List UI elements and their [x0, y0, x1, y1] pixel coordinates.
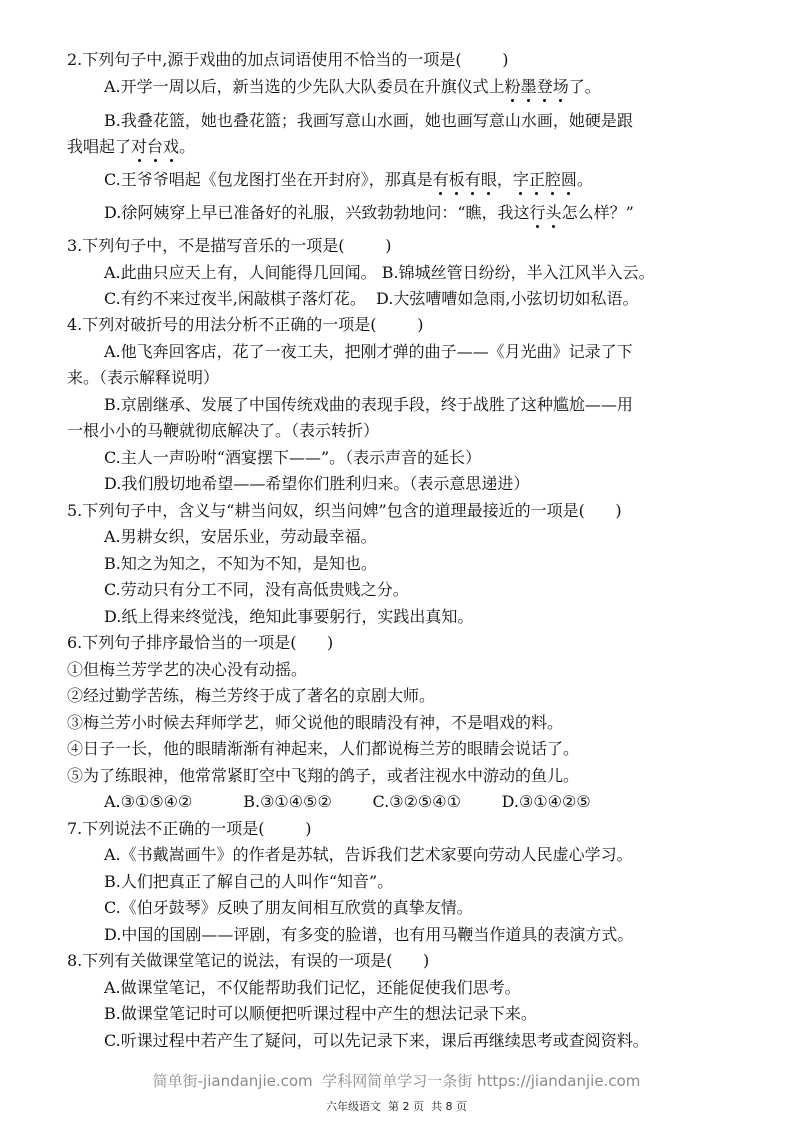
text-line	[104, 792, 591, 812]
text-line	[67, 236, 391, 256]
page-footer: 六年级语文 第 2 页 共 8 页	[326, 1100, 467, 1113]
dotted-character: 头	[545, 203, 562, 222]
text-line	[104, 263, 655, 283]
text-line	[104, 925, 633, 945]
text-segment: D.徐阿姨穿上早已准备好的礼服，兴致勃勃地问：“瞧，我这	[104, 203, 530, 222]
text-segment: A.男耕女织，安居乐业，劳动最幸福。	[104, 527, 377, 546]
text-line	[104, 448, 481, 468]
text-line	[104, 607, 473, 627]
text-line	[67, 315, 423, 335]
text-segment: ④日子一长，他的眼睛渐渐有神起来，人们都说梅兰芳的眼睛会说话了。	[67, 739, 580, 758]
text-line	[67, 713, 563, 733]
text-line	[67, 660, 307, 680]
dotted-character: 登	[536, 77, 553, 96]
text-segment: 3.下列句子中，不是描写音乐的一项是( )	[67, 236, 392, 255]
text-segment: 4.下列对破折号的用法分析不正确的一项是( )	[67, 315, 424, 334]
text-segment: B.知之为知之，不知为不知，是知也。	[104, 554, 377, 573]
text-segment: A.《书戴嵩画牛》的作者是苏轼，告诉我们艺术家要向劳动人民虚心学习。	[104, 845, 633, 864]
dotted-character: 戏	[163, 137, 180, 156]
text-segment: B.我叠花篮，她也叠花篮；我画写意山水画，她也画写意山水画，她硬是跟	[104, 111, 633, 130]
dotted-character: 字	[512, 170, 529, 189]
text-line	[67, 501, 622, 521]
text-segment: C.王爷爷唱起《包龙图打坐在开封府》，那真是	[104, 170, 433, 189]
dotted-character: 板	[448, 170, 465, 189]
text-segment: D.我们殷切地希望——希望你们胜利归来。（表示意思递进）	[104, 474, 530, 493]
text-segment: 7.下列说法不正确的一项是( )	[67, 819, 312, 838]
text-segment: B.人们把真正了解自己的人叫作“知音”。	[104, 872, 394, 891]
text-line	[67, 766, 579, 786]
watermark-text: 简单街-jiandanjie.com 学科网简单学习一条街 https://jiandanjie.com	[152, 1072, 641, 1090]
text-segment: 6.下列句子排序最恰当的一项是( )	[67, 633, 334, 652]
text-segment: ，	[496, 170, 513, 189]
dotted-character: 腔	[544, 170, 561, 189]
text-segment: C.主人一声吩咐“酒宴摆下——”。（表示声音的延长）	[104, 448, 482, 467]
text-segment: C.有约不来过夜半,闲敲棋子落灯花。 D.大弦嘈嘈如急雨,小弦切切如私语。	[104, 289, 639, 308]
text-line	[104, 1031, 649, 1051]
text-segment: 了。	[568, 77, 601, 96]
dotted-character: 粉	[504, 77, 521, 96]
text-line	[67, 137, 195, 157]
text-segment: 8.下列有关做课堂笔记的说法，有误的一项是( )	[67, 951, 430, 970]
text-line	[104, 872, 393, 892]
text-line	[104, 580, 409, 600]
text-segment: A.他飞奔回客店，花了一夜工夫，把刚才弹的曲子——《月光曲》记录了下	[104, 342, 633, 361]
dotted-character: 眼	[480, 170, 497, 189]
text-line	[104, 1004, 537, 1024]
dotted-character: 场	[552, 77, 569, 96]
text-line	[104, 77, 601, 97]
text-segment: A.③①⑤④② B.③①④⑤② C.③②⑤④① D.③①④②⑤	[104, 792, 591, 811]
text-line	[67, 421, 379, 441]
dotted-character: 台	[147, 137, 164, 156]
text-segment: 来。（表示解释说明）	[67, 368, 220, 387]
text-segment: 。	[179, 137, 196, 156]
text-segment: A.做课堂笔记，不仅能帮助我们记忆，还能促使我们思考。	[104, 978, 521, 997]
text-segment: 5.下列句子中，含义与“耕当问奴，织当问婢”包含的道理最接近的一项是( )	[67, 501, 622, 520]
text-segment: 一根小小的马鞭就彻底解决了。（表示转折）	[67, 421, 380, 440]
text-line	[67, 368, 219, 388]
text-line	[104, 845, 633, 865]
text-line	[104, 898, 473, 918]
text-line	[104, 342, 633, 362]
text-segment: 怎么样？”	[561, 203, 634, 222]
dotted-character: 有	[464, 170, 481, 189]
text-segment: 。	[576, 170, 593, 189]
text-segment: C.《伯牙鼓琴》反映了朋友间相互欣赏的真挚友情。	[104, 898, 473, 917]
text-line	[104, 203, 634, 223]
text-line	[67, 686, 435, 706]
text-segment: ①但梅兰芳学艺的决心没有动摇。	[67, 660, 308, 679]
dotted-character: 正	[528, 170, 545, 189]
dotted-character: 行	[529, 203, 546, 222]
text-line	[104, 554, 377, 574]
text-line	[104, 395, 633, 415]
text-line	[104, 170, 593, 190]
dotted-character: 对	[131, 137, 148, 156]
text-segment: B.京剧继承、发展了中国传统戏曲的表现手段，终于战胜了这种尴尬——用	[104, 395, 633, 414]
text-line	[104, 111, 633, 131]
text-line	[104, 289, 638, 309]
text-segment: C.听课过程中若产生了疑问，可以先记录下来，课后再继续思考或查阅资料。	[104, 1031, 649, 1050]
dotted-character: 有	[432, 170, 449, 189]
text-segment: A.开学一周以后，新当选的少先队大队委员在升旗仪式上	[104, 77, 505, 96]
text-line	[67, 951, 429, 971]
text-line	[104, 527, 377, 547]
text-line	[67, 633, 333, 653]
text-line	[104, 978, 521, 998]
text-line	[104, 474, 529, 494]
text-segment: 我唱起了	[67, 137, 132, 156]
text-segment: D.纸上得来终觉浅，绝知此事要躬行，实践出真知。	[104, 607, 474, 626]
text-segment: C.劳动只有分工不同，没有高低贵贱之分。	[104, 580, 409, 599]
text-segment: B.做课堂笔记时可以顺便把听课过程中产生的想法记录下来。	[104, 1004, 537, 1023]
text-segment: ⑤为了练眼神，他常常紧盯空中飞翔的鸽子，或者注视水中游动的鱼儿。	[67, 766, 580, 785]
text-segment: 2.下列句子中,源于戏曲的加点词语使用不恰当的一项是( )	[67, 50, 509, 69]
text-line	[67, 50, 509, 70]
dotted-character: 墨	[520, 77, 537, 96]
text-segment: ③梅兰芳小时候去拜师学艺，师父说他的眼睛没有神，不是唱戏的料。	[67, 713, 564, 732]
text-segment: ②经过勤学苦练，梅兰芳终于成了著名的京剧大师。	[67, 686, 436, 705]
dotted-character: 圆	[560, 170, 577, 189]
text-line	[67, 739, 579, 759]
text-line	[67, 819, 311, 839]
text-segment: A.此曲只应天上有，人间能得几回闻。 B.锦城丝管日纷纷，半入江风半入云。	[104, 263, 655, 282]
text-segment: D.中国的国剧——评剧，有多变的脸谱，也有用马鞭当作道具的表演方式。	[104, 925, 634, 944]
